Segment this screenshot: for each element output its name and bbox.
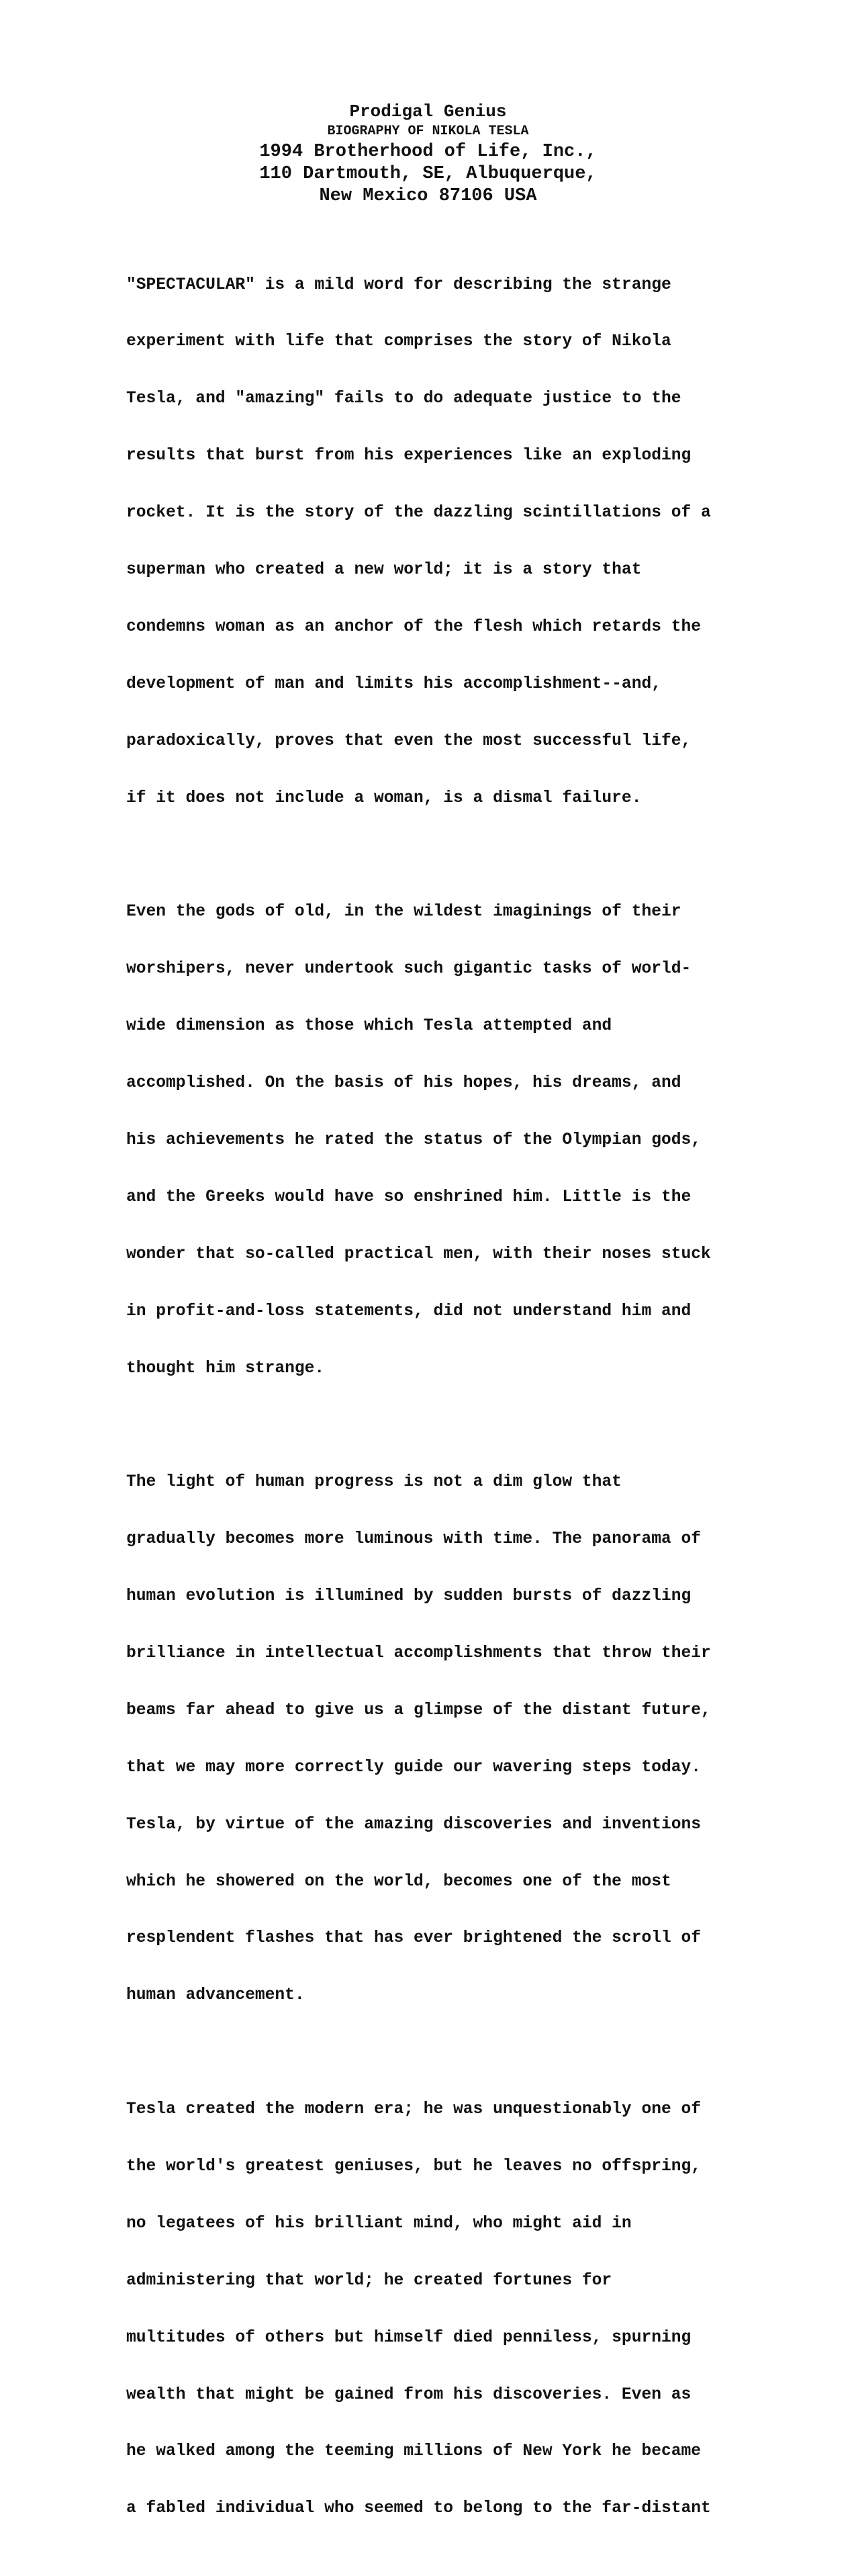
text-line: in profit-and-loss statements, did not understand him and (126, 1302, 692, 1321)
text-line: if it does not include a woman, is a dismal failure. (126, 789, 642, 807)
text-line: rocket. It is the story of the dazzling scintillations of a (126, 504, 711, 523)
paragraph-2 (126, 865, 798, 1417)
title-block (0, 101, 856, 208)
address-line: 110 Dartmouth, SE, Albuquerque, (259, 164, 597, 184)
paragraph-3 (126, 1435, 798, 2044)
text-line: development of man and limits his accomplishment--and, (126, 674, 661, 693)
text-line: wide dimension as those which Tesla attempted and (126, 1017, 612, 1036)
text-line: wealth that might be gained from his discoveries. Even as (126, 2385, 692, 2404)
text-line: human advancement. (126, 1986, 305, 2005)
text-line: paradoxically, proves that even the most successful life, (126, 731, 692, 750)
text-line: worshipers, never undertook such gigantic tasks of world- (126, 960, 692, 979)
text-line: accomplished. On the basis of his hopes, his dreams, and (126, 1074, 681, 1093)
text-line: which he showered on the world, becomes one of the most (126, 1872, 671, 1891)
text-line: beams far ahead to give us a glimpse of the distant future, (126, 1701, 711, 1720)
text-line: brilliance in intellectual accomplishments that throw their (126, 1644, 711, 1662)
book-subtitle: BIOGRAPHY OF NIKOLA TESLA (327, 124, 529, 139)
book-title: Prodigal Genius (349, 101, 507, 122)
text-line: The light of human progress is not a dim glow that (126, 1473, 622, 1492)
text-line: multitudes of others but himself died penniless, spurning (126, 2328, 692, 2347)
text-line: administering that world; he created fortunes for (126, 2271, 612, 2290)
text-line: results that burst from his experiences like an exploding (126, 447, 692, 465)
text-line: his achievements he rated the status of the Olympian gods, (126, 1130, 702, 1149)
city-line: New Mexico 87106 USA (319, 186, 537, 206)
paragraph-4 (126, 2063, 798, 2557)
text-line: Tesla, and "amazing" fails to do adequate justice to the (126, 390, 681, 408)
publisher-line: 1994 Brotherhood of Life, Inc., (259, 142, 597, 162)
text-line: the world's greatest geniuses, but he leaves no offspring, (126, 2157, 702, 2176)
text-line: Tesla, by virtue of the amazing discoveries and inventions (126, 1815, 702, 1834)
text-line: experiment with life that comprises the story of Nikola (126, 332, 671, 351)
text-line: superman who created a new world; it is a story that (126, 561, 642, 580)
paragraph-1 (126, 238, 798, 846)
body-text (126, 238, 798, 2576)
text-line: that we may more correctly guide our wavering steps today. (126, 1758, 702, 1777)
text-line: resplendent flashes that has ever brightened the scroll of (126, 1929, 702, 1948)
text-line: Even the gods of old, in the wildest imaginings of their (126, 903, 681, 922)
text-line: "SPECTACULAR" is a mild word for describing the strange (126, 275, 671, 294)
text-line: wonder that so-called practical men, with their noses stuck (126, 1245, 711, 1263)
text-line: no legatees of his brilliant mind, who might aid in (126, 2214, 632, 2233)
text-line: Tesla created the modern era; he was unquestionably one of (126, 2100, 702, 2119)
text-line: and the Greeks would have so enshrined him. Little is the (126, 1188, 692, 1206)
text-line: he walked among the teeming millions of New York he became (126, 2442, 702, 2461)
text-line: gradually becomes more luminous with time. The panorama of (126, 1530, 702, 1549)
text-line: a fabled individual who seemed to belong to the far-distant (126, 2499, 711, 2518)
text-line: human evolution is illumined by sudden bursts of dazzling (126, 1587, 692, 1606)
text-line: thought him strange. (126, 1359, 325, 1378)
text-line: condemns woman as an anchor of the flesh which retards the (126, 617, 702, 636)
